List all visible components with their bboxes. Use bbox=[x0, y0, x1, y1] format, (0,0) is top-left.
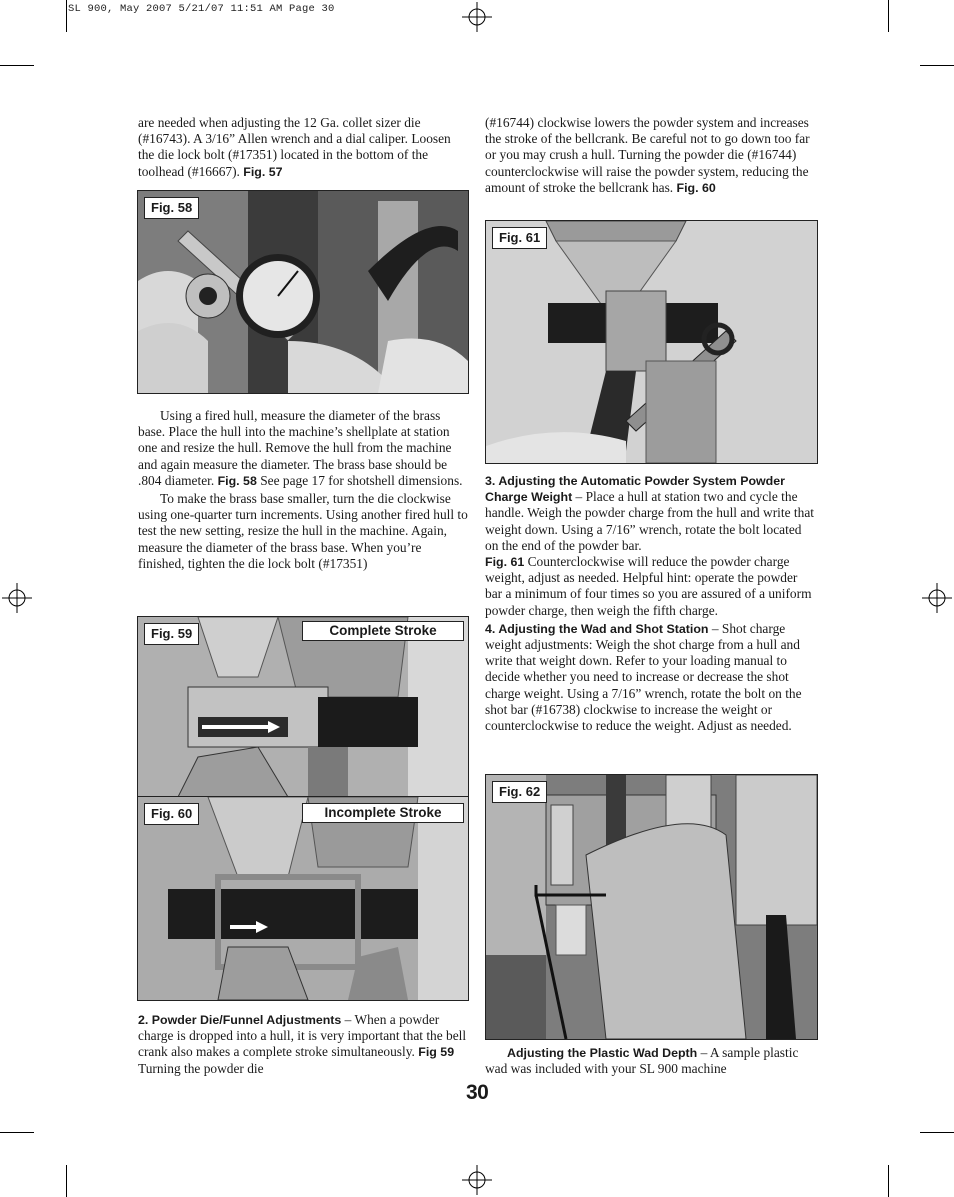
figure-61-powder-bar-photo bbox=[485, 220, 818, 464]
registration-mark-icon bbox=[462, 2, 492, 32]
left-section-2-text: 2. Powder Die/Funnel Adjustments – When a powder charge is dropped into a hull, it is very important that the bell crank also makes a complete stroke simultaneously. Fig 59 Turning the powder die bbox=[138, 1012, 467, 1076]
figure-59-complete-stroke-photo bbox=[137, 616, 469, 798]
powder-system-photo-illustration bbox=[138, 797, 468, 1000]
crop-mark bbox=[920, 65, 954, 66]
figure-58-caliper-photo bbox=[137, 190, 469, 394]
left-measure-text: Using a fired hull, measure the diameter of the brass base. Place the hull into the machine’s shellplate at station one and resize the hull. Remove the hull from the machine and again measure the diameter. The brass base should be .804 diameter. Fig. 58 See page 17 for shotshell dimensions. To make the brass base smaller, turn the die clockwise using one-quarter turn increments. Using another fired hull to test the new setting, resize the hull in the machine. Again, measure the diameter of the brass base. When you’re finished, tighten the die lock bolt (#17351) bbox=[138, 408, 468, 571]
print-slug: SL 900, May 2007 5/21/07 11:51 AM Page 30 bbox=[68, 3, 335, 15]
crop-mark bbox=[66, 0, 67, 32]
figure-60-incomplete-stroke-photo bbox=[137, 796, 469, 1001]
crop-mark bbox=[888, 1165, 889, 1197]
figure-59-label: Fig. 59 bbox=[144, 623, 199, 645]
page-number: 30 bbox=[466, 1081, 489, 1104]
registration-mark-icon bbox=[922, 583, 952, 613]
complete-stroke-caption: Complete Stroke bbox=[302, 621, 464, 641]
crop-mark bbox=[920, 1132, 954, 1133]
crop-mark bbox=[888, 0, 889, 32]
registration-mark-icon bbox=[2, 583, 32, 613]
incomplete-stroke-caption: Incomplete Stroke bbox=[302, 803, 464, 823]
registration-mark-icon bbox=[462, 1165, 492, 1195]
powder-bar-photo-illustration bbox=[486, 221, 817, 463]
crop-mark bbox=[66, 1165, 67, 1197]
left-intro-text: are needed when adjusting the 12 Ga. collet sizer die (#16743). A 3/16” Allen wrench and a dial caliper. Loosen the die lock bolt (#17351) located in the bottom of the toolhead (#16667). Fig. 57 bbox=[138, 115, 451, 179]
right-continuation-text: (#16744) clockwise lowers the powder system and increases the stroke of the bellcrank. Be careful not to go down too far or you may crush a hull. Turning the powder die (#16744) counterclockwise will raise the powder system, reducing the amount of stroke the bellcrank has. Fig. 60 bbox=[485, 115, 810, 195]
wad-station-photo-illustration bbox=[486, 775, 817, 1039]
right-section-3-4-text: 3. Adjusting the Automatic Powder System Powder Charge Weight – Place a hull at station two and cycle the handle. Weigh the powder charge from the hull and write that weight down. Using a 7/16” wrench, rotate the bolt located on the end of the powder bar. Fig. 61 Counterclockwise will reduce the powder charge weight, adjust as needed. Helpful hint: operate the powder bar a minimum of four times so you are assured of a uniform powder charge, then weigh the fifth charge. 4. Adjusting the Wad and Shot Station – Shot charge weight adjustments: Weigh the shot charge from a hull and write that weight down. Refer to your loading manual to decide whether you need to increase or decrease the shot charge weight. Using a 7/16” wrench, rotate the bolt on the shot bar (#16738) clockwise to increase the weight or counterclockwise to reduce the weight. Adjust as needed. bbox=[485, 474, 814, 734]
figure-60-label: Fig. 60 bbox=[144, 803, 199, 825]
caliper-photo-illustration bbox=[138, 191, 468, 393]
right-wad-depth-text: Adjusting the Plastic Wad Depth – A sample plastic wad was included with your SL 900 machine bbox=[485, 1045, 799, 1077]
crop-mark bbox=[0, 65, 34, 66]
figure-58-label: Fig. 58 bbox=[144, 197, 199, 219]
figure-62-wad-shot-station-photo bbox=[485, 774, 818, 1040]
crop-mark bbox=[0, 1132, 34, 1133]
figure-61-label: Fig. 61 bbox=[492, 227, 547, 249]
figure-62-label: Fig. 62 bbox=[492, 781, 547, 803]
